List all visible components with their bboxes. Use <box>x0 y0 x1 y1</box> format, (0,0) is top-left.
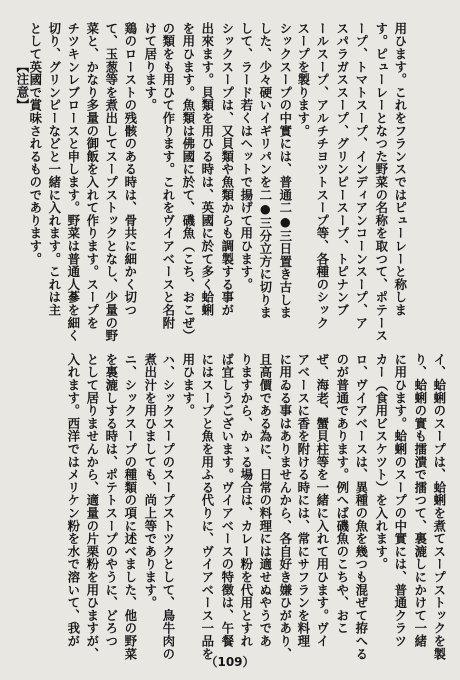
lower-column-20: 入れます。西洋ではメリケン粉を水で溶いて、我が <box>65 353 81 648</box>
lower-column-6: のが普通であります。例へば磯魚のこちや、おこ <box>334 353 350 635</box>
upper-column-3: ープ、トマトスープ、インディアンコーンスープ、ア <box>353 22 369 330</box>
lower-column-7: ぜ、海老、蟹貝柱等を一緒に入れて用ひます。ヴイ <box>314 353 330 648</box>
upper-column-6: スープを製ります。 <box>295 22 311 138</box>
upper-column-4: スパラガススープ、グリンピースープ、トピナンブ <box>334 22 350 317</box>
upper-column-8: した、少々硬いイギリパンを二●三分立方に切りま <box>257 22 273 319</box>
upper-column-2: す。ピューレーとなつた野菜の名称を取つて、ポテース <box>373 22 389 342</box>
note-heading: 【注意】 <box>14 60 30 112</box>
page-number: （109） <box>205 655 255 669</box>
upper-column-14: けて居ります。 <box>142 22 158 112</box>
upper-column-9: して、ラード若くはヘットで揚げて用ひます。 <box>238 22 254 291</box>
lower-column-11: りますから、かゝる場合は、カレー粉を代用とすれ <box>238 353 254 648</box>
lower-column-9: に用ゐる事はありませんから、各自好き嫌ひがあり、 <box>277 353 293 661</box>
upper-column-17: 菜と、かなり多量の御飯を入れて作ります。スープを <box>84 22 100 330</box>
lower-column-5: ロ、ヴイアベースは、異種の魚を幾つも混ぜて拵へる <box>353 353 369 661</box>
upper-column-13: の類をも用ひて作ります。これをヴイアベースと名附 <box>160 22 176 330</box>
lower-column-1: イ、蛤蜊のスープは、蛤蜊を煮てスープストックを製 <box>431 353 447 661</box>
upper-column-20: として英國で賞味されるものであります。 <box>27 22 43 266</box>
upper-column-10: シックスープは、又貝類や魚類からも調製する事が <box>219 22 235 317</box>
lower-column-17: ニ、シックスープの種類の項に述べました、他の野菜 <box>122 353 138 661</box>
lower-column-12: ば宜しうございます。ヴイアベースの特徴は、午餐 <box>219 353 235 648</box>
upper-column-11: 出來ます。貝類を用ひる時は、英國に於て多く蛤蜊 <box>199 22 215 317</box>
lower-column-15: ハ、シックスープのスープストツクとして、鳥牛肉の <box>160 353 176 661</box>
upper-column-5: ールスープ、アルチチヨツトスープ等、各種のシック <box>314 22 330 330</box>
upper-column-16: て、玉葱等を煮出してスープストックとなし、少量の野 <box>103 22 119 342</box>
upper-column-19: 切り、グリンピーなどと一緒に入れます。これは主 <box>46 22 62 317</box>
upper-column-15: 鶏のローストの残骸のある時は、骨共に細かく切つ <box>122 22 138 317</box>
lower-column-19: として居りませんから、適量の片栗粉を用ひますが、 <box>84 353 100 661</box>
upper-column-12: を用ひます。魚類は佛國に於て、磯魚（こち、おこぜ） <box>180 22 196 342</box>
lower-column-3: に用ひます。蛤蜊のスープの中實には、普通クラツ <box>392 353 408 648</box>
lower-column-10: 且高價である為に、日常の料理には適せぬやうであ <box>257 353 273 648</box>
upper-column-7: シックスープの中實には、普通二●三日置き古しま <box>277 22 293 319</box>
lower-column-13: にはスープと魚を用ふる代りに、ヴイアベース一品を <box>199 353 215 661</box>
lower-column-14: 用ひます。 <box>180 353 196 417</box>
lower-column-2: り、蛤蜊の實も擂潰で擂つて、裏漉しにかけて一緒 <box>412 353 428 648</box>
upper-column-1: 用ひます。これをフランスではピューレーと称しま <box>392 22 408 317</box>
lower-column-18: を裏漉しする時は、ポテトスープのやうに、どろつ <box>103 353 119 648</box>
lower-column-16: 煮出汁を用ひましても、尚上等であります。 <box>142 353 158 609</box>
lower-column-4: カー（食用ビスケツト）を入れます。 <box>373 353 389 571</box>
upper-column-18: チツキンレブロースと申します。野菜は普通人蔘を細く <box>65 22 81 342</box>
lower-column-8: アベースに香を附ける時には、常にサフランを料理 <box>295 353 311 648</box>
